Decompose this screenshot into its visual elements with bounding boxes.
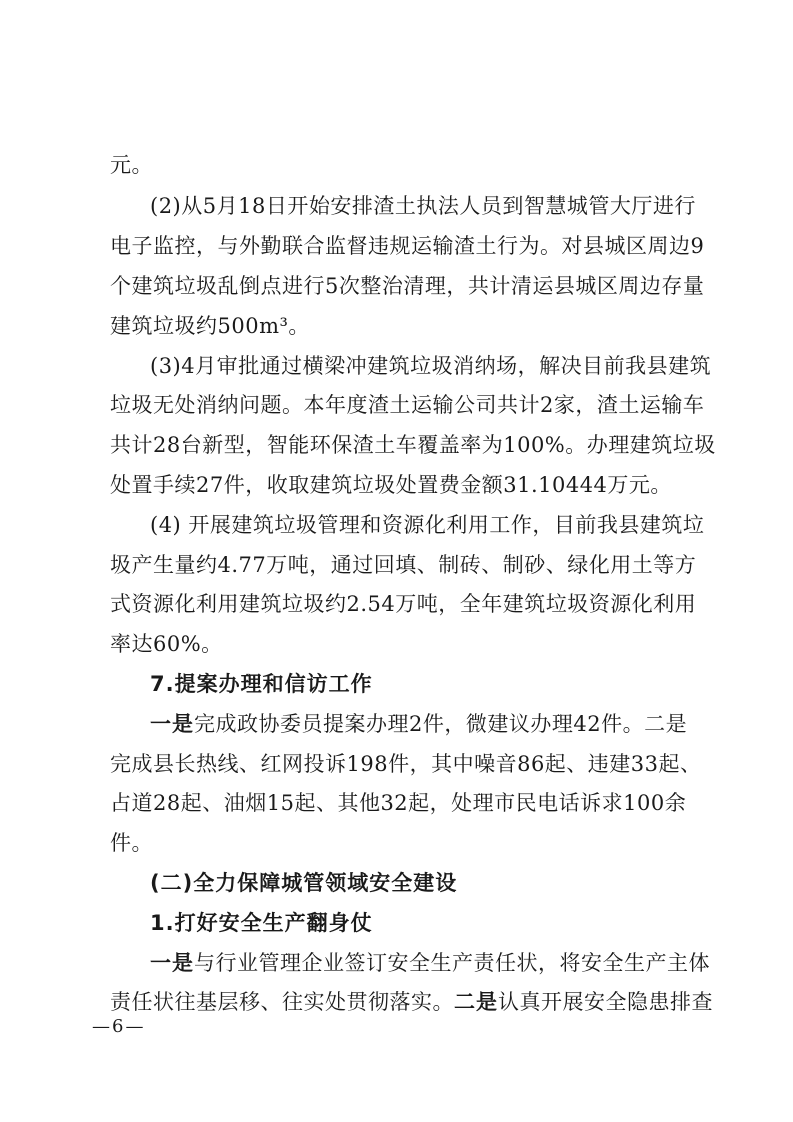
paragraph-line: 完成县长热线、红网投诉198件，其中噪音86起、违建33起、 bbox=[110, 752, 702, 776]
paragraph-line: 处置手续27件，收取建筑垃圾处置费金额31.10444万元。 bbox=[110, 473, 672, 497]
subsection-heading: 1.打好安全生产翻身仗 bbox=[150, 911, 373, 935]
paragraph-line: 一是完成政协委员提案办理2件，微建议办理42件。二是 bbox=[150, 712, 688, 736]
paragraph-line: 元。 bbox=[110, 153, 153, 177]
paragraph-line: 个建筑垃圾乱倒点进行5次整治清理，共计清运县城区周边存量 bbox=[110, 274, 705, 298]
paragraph-line: 垃圾无处消纳问题。本年度渣土运输公司共计2家，渣土运输车 bbox=[110, 393, 705, 417]
page-number: —6— bbox=[92, 1016, 146, 1037]
paragraph-line: 电子监控，与外勤联合监督违规运输渣土行为。对县城区周边9 bbox=[110, 234, 705, 258]
paragraph-line: (4) 开展建筑垃圾管理和资源化利用工作，目前我县建筑垃 bbox=[150, 513, 705, 537]
paragraph-line: 占道28起、油烟15起、其他32起，处理市民电话诉求100余 bbox=[110, 791, 687, 815]
paragraph-line: (3)4月审批通过横梁冲建筑垃圾消纳场，解决目前我县建筑 bbox=[150, 354, 712, 378]
section-heading: 7.提案办理和信访工作 bbox=[150, 672, 373, 696]
paragraph-line: 责任状往基层移、往实处贯彻落实。二是认真开展安全隐患排查 bbox=[110, 990, 713, 1014]
paragraph-line: 式资源化利用建筑垃圾约2.54万吨，全年建筑垃圾资源化利用 bbox=[110, 592, 697, 616]
paragraph-line: 建筑垃圾约500m³。 bbox=[110, 314, 310, 338]
paragraph-line: 率达60%。 bbox=[110, 632, 223, 656]
section-heading: (二)全力保障城管领域安全建设 bbox=[150, 871, 458, 895]
paragraph-line: (2)从5月18日开始安排渣土执法人员到智慧城管大厅进行 bbox=[150, 194, 696, 218]
paragraph-line: 圾产生量约4.77万吨，通过回填、制砖、制砂、绿化用土等方 bbox=[110, 553, 697, 577]
paragraph-line: 一是与行业管理企业签订安全生产责任状，将安全生产主体 bbox=[150, 951, 710, 975]
paragraph-line: 共计28台新型，智能环保渣土车覆盖率为100%。办理建筑垃圾 bbox=[110, 433, 716, 457]
paragraph-line: 件。 bbox=[110, 831, 153, 855]
